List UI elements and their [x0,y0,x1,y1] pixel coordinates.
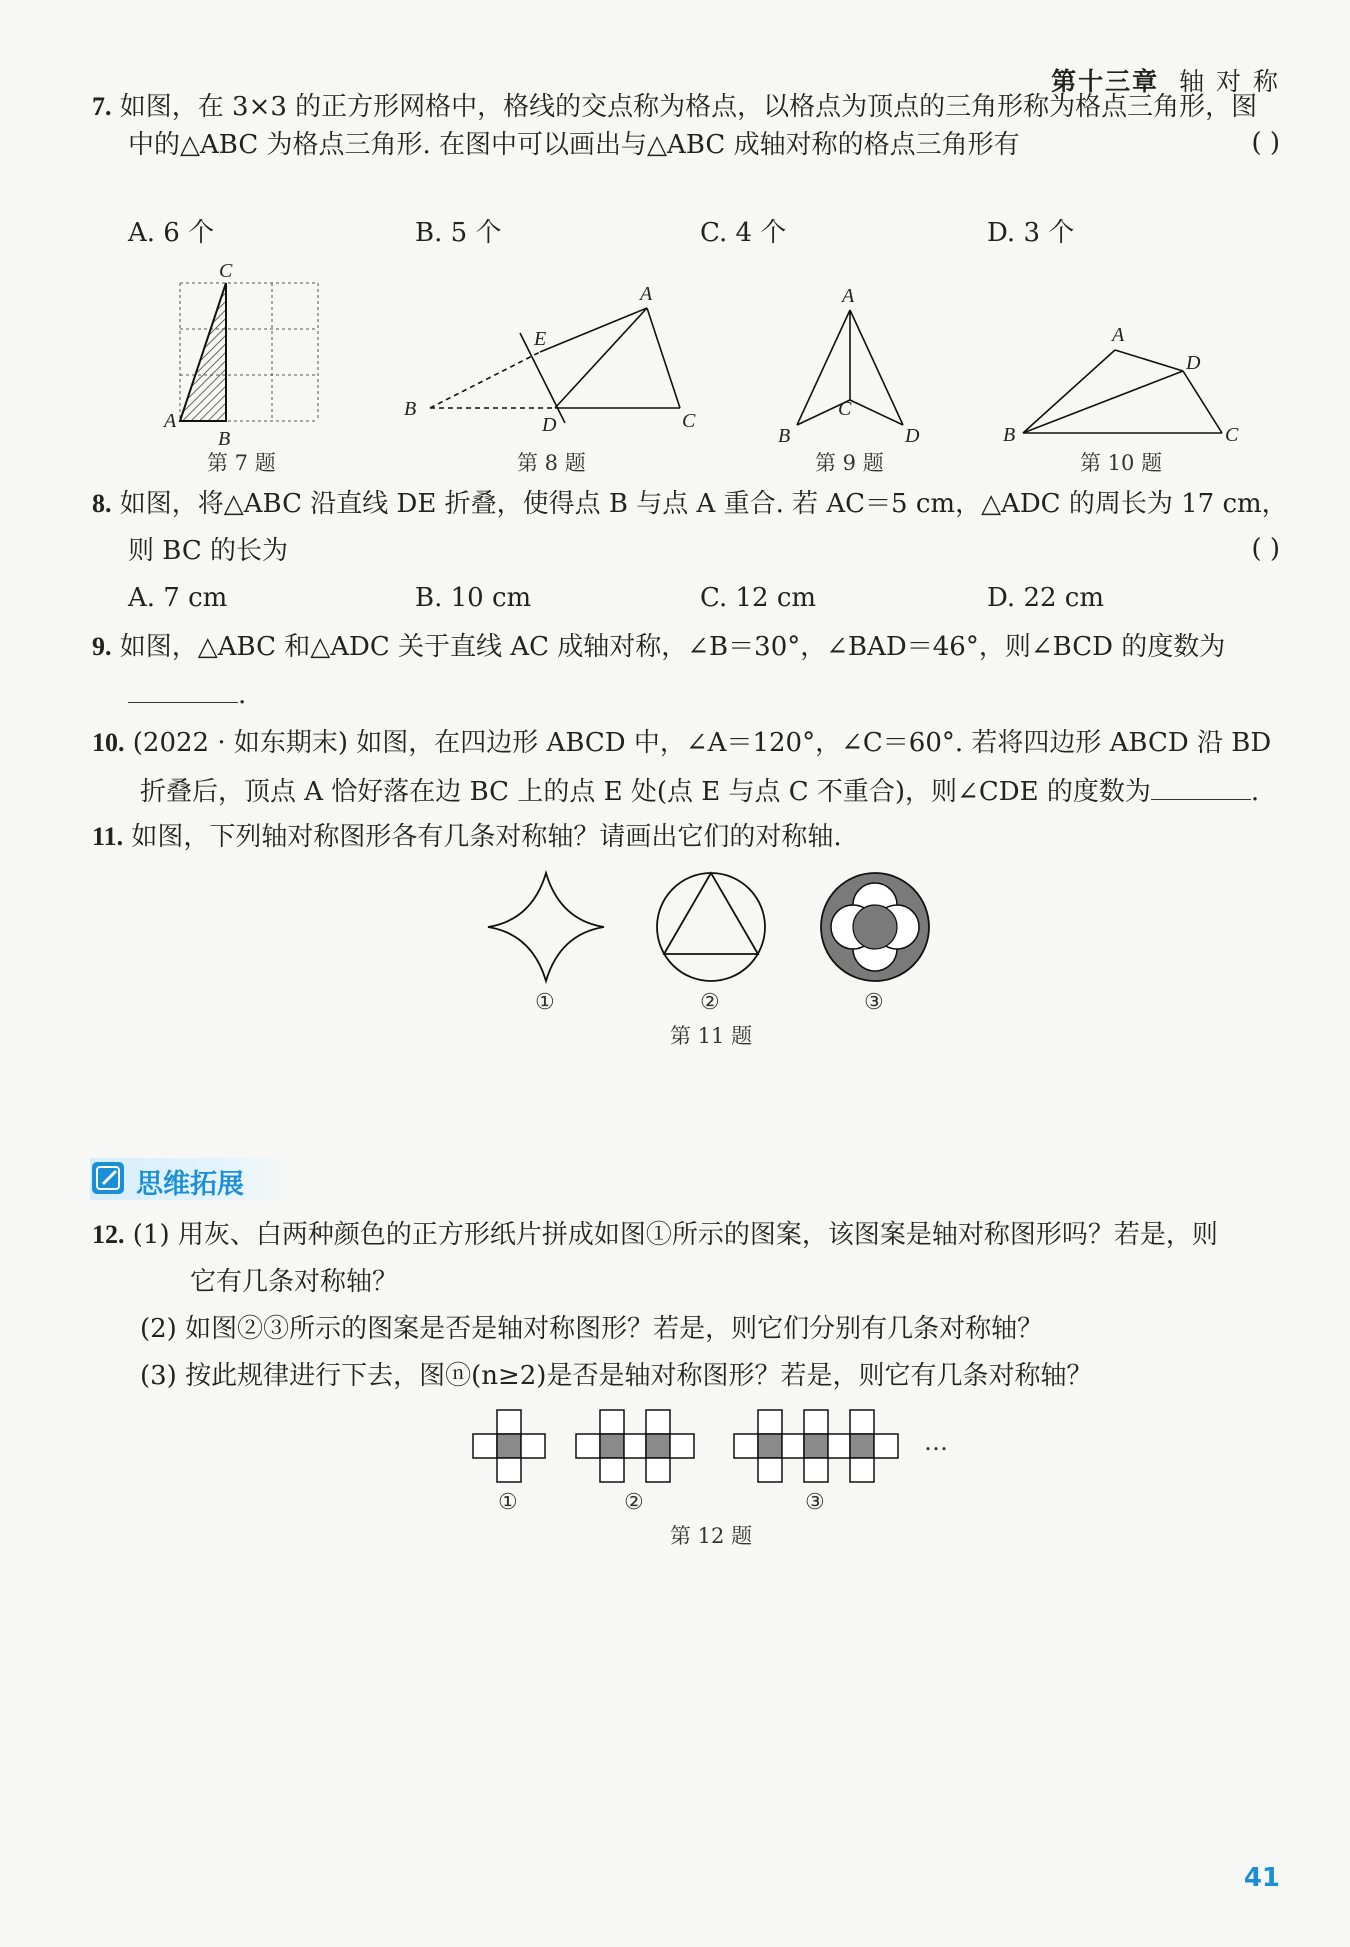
section-header [90,1158,290,1200]
q7-option-a: A. 6 个 [128,218,215,248]
q9-answer-blank[interactable] [128,676,238,703]
figure-7-grid [162,260,318,450]
q10-number: 10. [92,728,125,757]
q7-option-d: D. 3 个 [987,218,1075,248]
q12-number: 12. [92,1220,125,1249]
fig9-label-c: C [838,398,852,420]
fig7-label-c: C [219,260,233,282]
q11-caption: 第 11 题 [670,1024,753,1048]
q10-period: . [1250,777,1260,807]
q9-line2 [128,676,246,712]
section-pencil-icon [92,1162,124,1194]
q12-line1 [92,1218,1218,1252]
fig9-label-a: A [842,285,855,307]
q8-number: 8. [92,489,112,518]
q9-number: 9. [92,632,112,661]
q8-option-c: C. 12 cm [700,583,817,613]
q11-label-1: ① [535,990,555,1015]
section-title: 思维拓展 [136,1169,244,1200]
q11-text1: 如图，下列轴对称图形各有几条对称轴？请画出它们的对称轴. [131,822,842,852]
q12-ellipsis: … [924,1428,948,1456]
q12-line4: (3) 按此规律进行下去，图ⓝ(n≥2)是否是轴对称图形？若是，则它有几条对称轴？ [140,1361,1093,1391]
fig8-label-b: B [404,398,417,420]
circle-triangle-shape [657,873,765,981]
q12-label-1: ① [498,1490,518,1515]
fig8-label-e: E [534,328,547,350]
fig10-label-c: C [1225,424,1239,446]
q10-text2: 折叠后，顶点 A 恰好落在边 BC 上的点 E 处(点 E 与点 C 不重合)，则∠CDE 的度数为 [140,777,1151,807]
q10-answer-blank[interactable] [1151,773,1251,800]
page-number: 41 [1243,1863,1280,1893]
fig7-label-a: A [164,410,177,432]
q10-line2 [140,773,1259,809]
q7-line2: 中的△ABC 为格点三角形. 在图中可以画出与△ABC 成轴对称的格点三角形有 [128,130,1020,160]
fig8-label-a: A [640,283,653,305]
fig7-caption: 第 7 题 [207,451,276,475]
fig8-label-d: D [542,414,557,436]
pattern-3 [734,1410,898,1482]
pattern-1 [473,1410,545,1482]
circle-petals-shape [821,873,929,981]
q7-number: 7. [92,92,112,121]
q8-line1 [92,487,1288,521]
q7-line1 [92,90,1257,124]
q12-label-3: ③ [805,1490,825,1515]
q12-line2: 它有几条对称轴？ [190,1267,399,1297]
q7-option-b: B. 5 个 [415,218,502,248]
q9-period: . [238,680,247,710]
q9-line1 [92,630,1225,664]
fig10-caption: 第 10 题 [1080,451,1163,475]
fig9-label-d: D [905,425,920,447]
q12-text1: (1) 用灰、白两种颜色的正方形纸片拼成如图①所示的图案，该图案是轴对称图形吗？若是，则 [132,1220,1218,1250]
q8-text1: 如图，将△ABC 沿直线 DE 折叠，使得点 B 与点 A 重合. 若 AC＝5 cm，△ADC 的周长为 17 cm， [119,489,1288,519]
q7-answer-paren: ( ) [1251,128,1280,158]
chapter-label: 第十三章 [1051,67,1160,96]
q12-caption: 第 12 题 [670,1524,753,1548]
q10-text1: (2022 · 如东期末) 如图，在四边形 ABCD 中，∠A＝120°，∠C＝60°. 若将四边形 ABCD 沿 BD [132,728,1272,758]
fig8-caption: 第 8 题 [517,451,586,475]
pattern-2 [576,1410,694,1482]
q11-line1 [92,820,842,854]
q8-option-b: B. 10 cm [415,583,532,613]
four-point-star-shape [488,873,604,981]
q8-option-d: D. 22 cm [987,583,1105,613]
q8-option-a: A. 7 cm [128,583,228,613]
q8-answer-paren: ( ) [1251,534,1280,564]
q8-line2: 则 BC 的长为 [128,536,289,566]
fig9-label-b: B [778,425,791,447]
q11-label-3: ③ [864,990,884,1015]
fig7-label-b: B [218,428,231,450]
fig10-label-d: D [1186,352,1201,374]
figure-8-triangle [430,308,680,423]
q12-label-2: ② [624,1490,644,1515]
fig8-label-c: C [682,410,696,432]
fig9-caption: 第 9 题 [815,451,884,475]
fig10-label-b: B [1003,424,1016,446]
q12-line3: (2) 如图②③所示的图案是否是轴对称图形？若是，则它们分别有几条对称轴？ [140,1314,1044,1344]
fig10-label-a: A [1112,324,1125,346]
q9-text1: 如图，△ABC 和△ADC 关于直线 AC 成轴对称，∠B＝30°，∠BAD＝46°，则∠BCD 的度数为 [119,632,1226,662]
q7-text1: 如图，在 3×3 的正方形网格中，格线的交点称为格点，以格点为顶点的三角形称为格点三角形，图 [119,92,1258,122]
figures-q11 [0,860,1350,1000]
q11-number: 11. [92,822,124,851]
chapter-title: 轴 对 称 [1179,67,1280,96]
figures-row-1 [0,255,1350,455]
q10-line1 [92,726,1271,760]
q11-label-2: ② [700,990,720,1015]
figures-q12 [0,1405,1350,1495]
q7-option-c: C. 4 个 [700,218,787,248]
